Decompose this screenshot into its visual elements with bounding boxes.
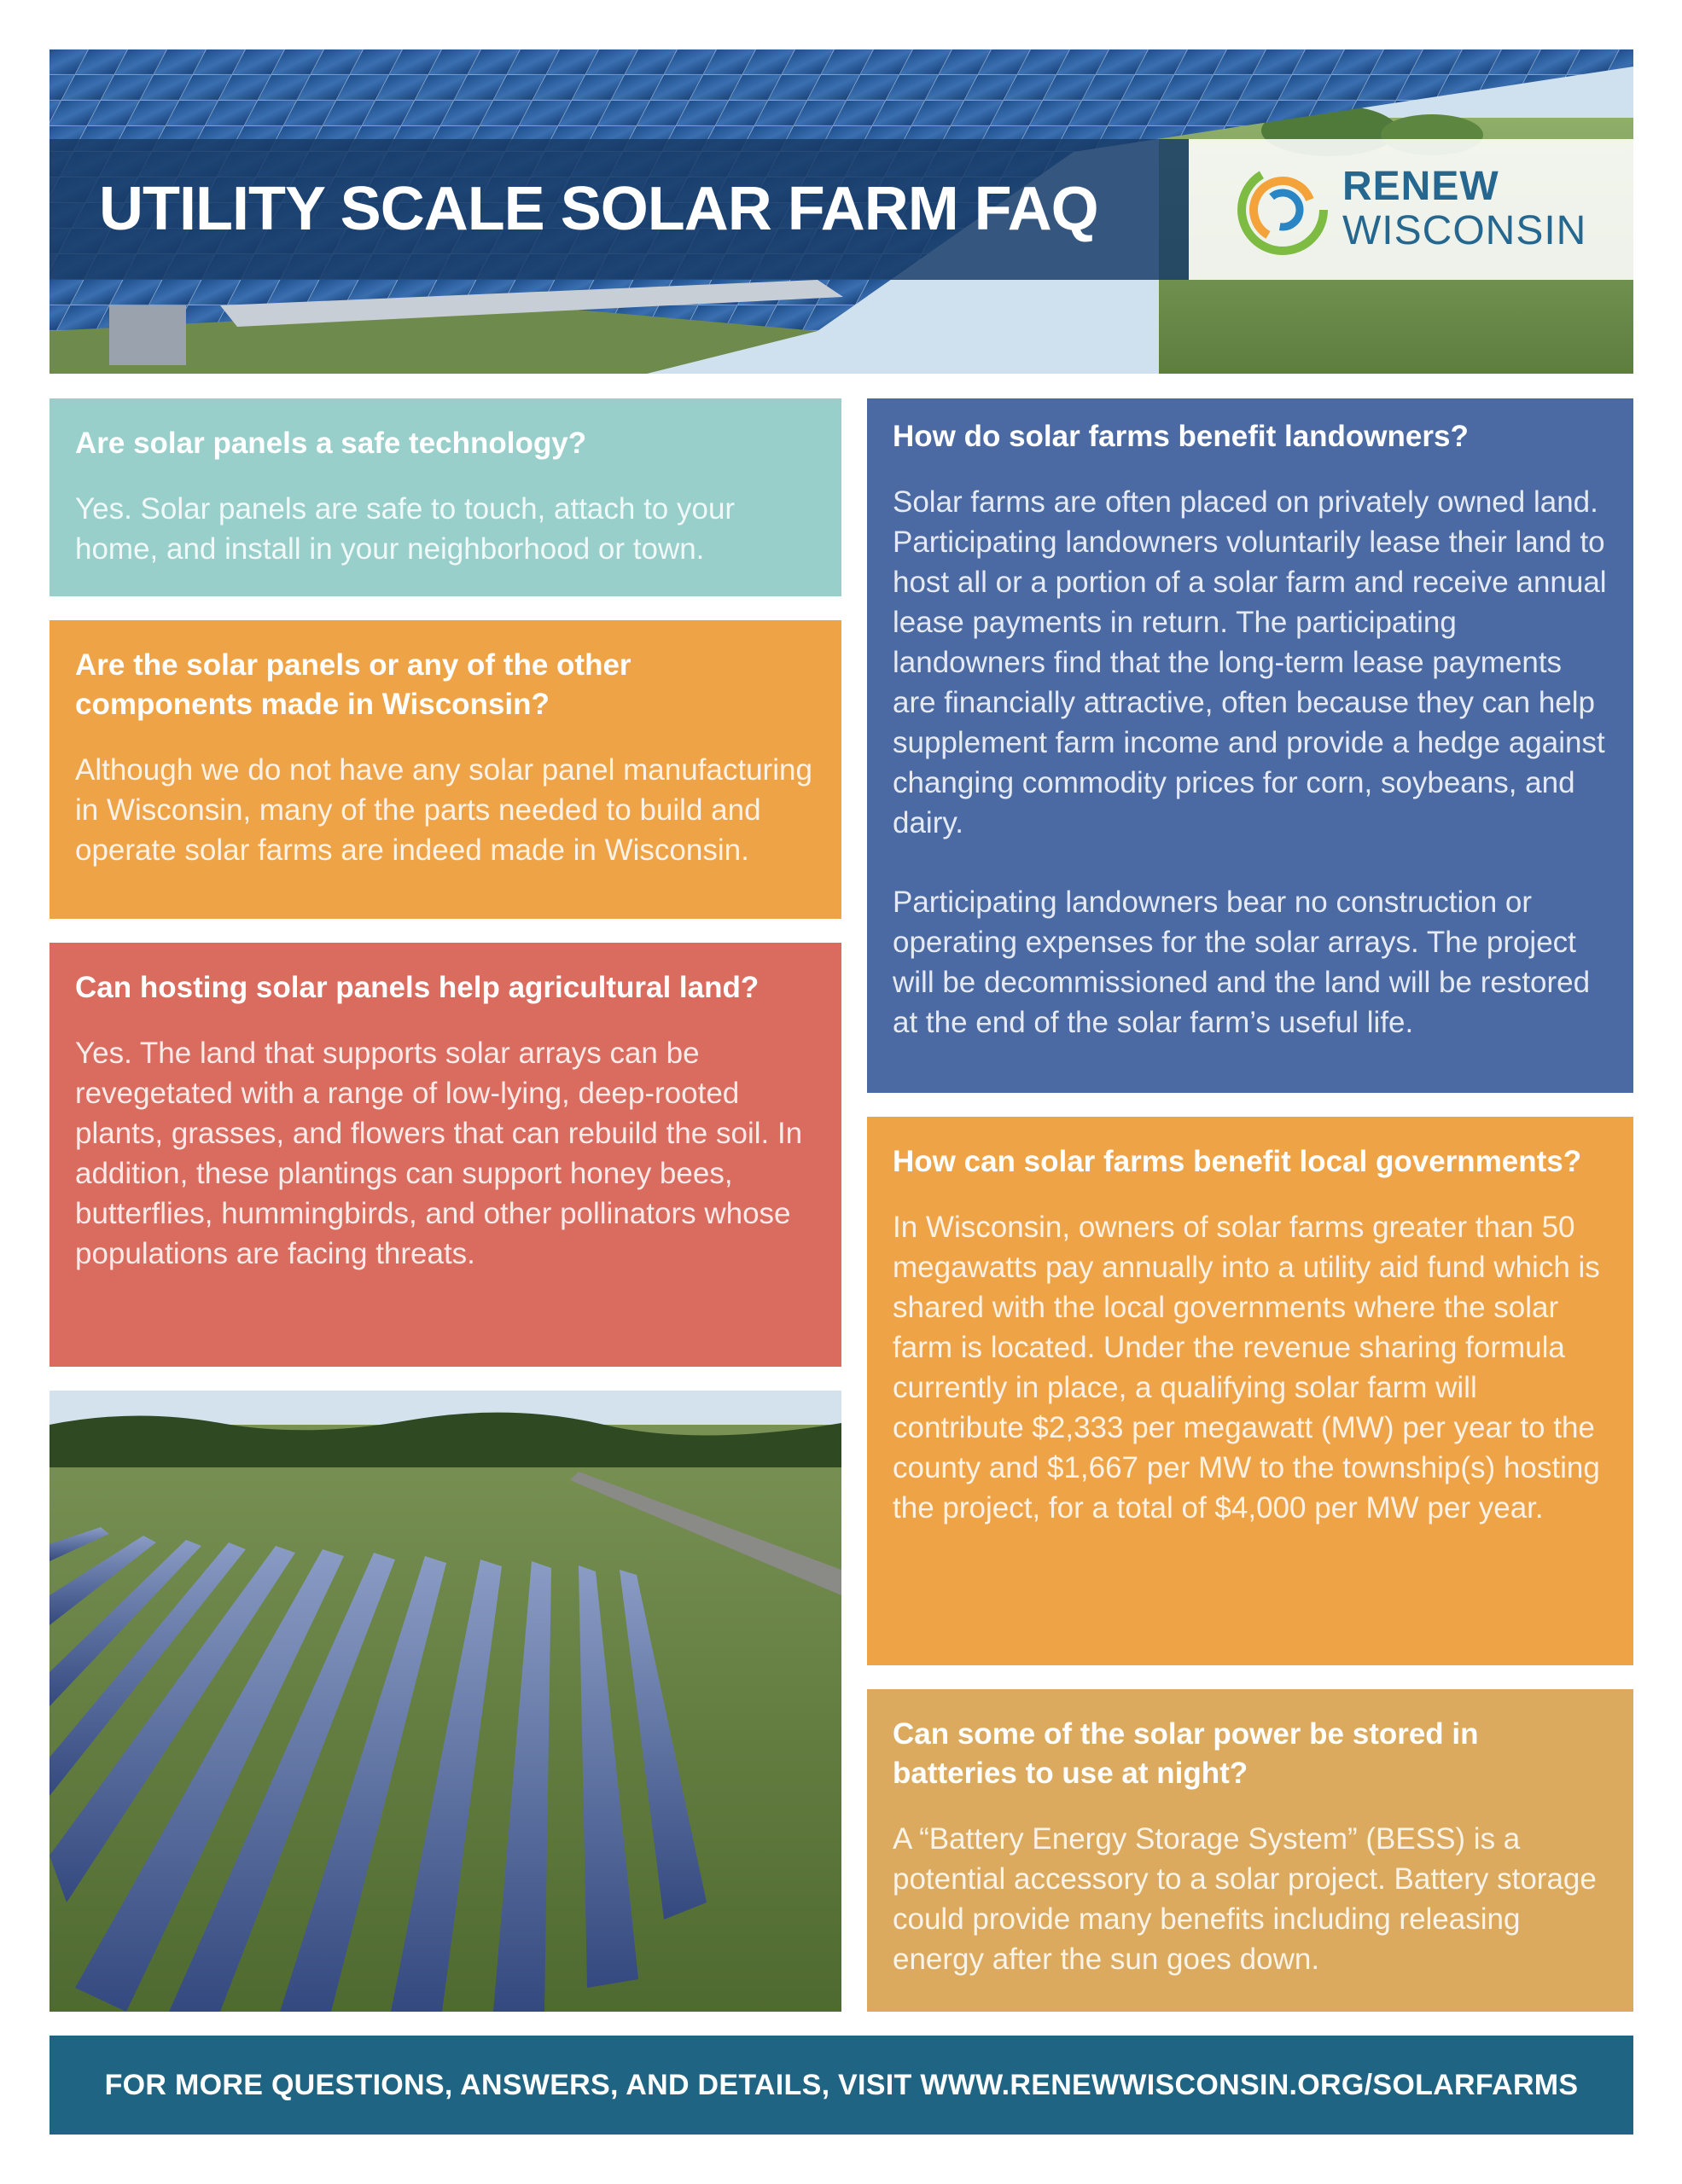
faq-card-safe-technology [49, 398, 841, 596]
solar-farm-aerial-photo [49, 1391, 841, 2012]
faq-question: Are the solar panels or any of the other components made in Wisconsin? [75, 648, 631, 721]
faq-card-local-governments [867, 1117, 1633, 1665]
faq-answer: Yes. The land that supports solar arrays can be revegetated with a range of low-lying, deep-rooted plants, grasses, and flowers that can rebuild the soil. In addition, these plantings can support honey bees, butterflies, hummingbirds, and other pollinators whose populations are facing threats. [75, 1037, 803, 1270]
faq-card-landowners [867, 398, 1633, 1093]
faq-answer: Although we do not have any solar panel manufacturing in Wisconsin, many of the parts needed to build and operate solar farms are indeed made in Wisconsin. [75, 753, 812, 867]
faq-answer: Solar farms are often placed on privately owned land. Participating landowners voluntarily lease their land to host all or a portion of a solar farm and receive annual lease payments in return. The participating landowners find that the long-term lease payments are financially attractive, often because they can help supplement farm income and provide a hedge against changing commodity prices for corn, soybeans, and dairy. [893, 485, 1607, 839]
faq-card-agricultural-land [49, 943, 841, 1367]
faq-answer: In Wisconsin, owners of solar farms greater than 50 megawatts pay annually into a utility aid fund which is shared with the local governments where the solar farm is located. Under the revenue sharing formula currently in place, a qualifying solar farm will contribute $2,333 per megawatt (MW) per year to the county and $1,667 per MW to the township(s) hosting the project, for a total of $4,000 per MW per year. [893, 1211, 1600, 1525]
faq-question: Are solar panels a safe technology? [75, 427, 587, 460]
faq-answer-continued: Participating landowners bear no construction or operating expenses for the solar arrays. The project will be decommissioned and the land will be restored at the end of the solar farm’s useful life. [893, 886, 1591, 1039]
footer-banner: FOR MORE QUESTIONS, ANSWERS, AND DETAILS, VISIT WWW.RENEWWISCONSIN.ORG/SOLARFARMS [49, 2036, 1633, 2135]
logo-wordmark [1342, 165, 1633, 258]
faq-question: Can some of the solar power be stored in batteries to use at night? [893, 1717, 1479, 1790]
faq-question: How do solar farms benefit landowners? [893, 420, 1469, 453]
renew-wisconsin-swirl-icon [1236, 163, 1330, 257]
faq-card-battery-storage [867, 1689, 1633, 2012]
page-title: UTILITY SCALE SOLAR FARM FAQ [99, 175, 1098, 243]
faq-question: Can hosting solar panels help agricultural land? [75, 971, 760, 1004]
faq-answer: A “Battery Energy Storage System” (BESS) is a potential accessory to a solar project. Battery storage could provide many benefits including releasing energy after the sun goes down. [893, 1822, 1597, 1976]
faq-card-made-in-wisconsin [49, 620, 841, 919]
logo-line-renew: RENEW [1342, 164, 1499, 209]
logo-line-wisconsin: WISCONSIN [1342, 208, 1587, 253]
faq-answer: Yes. Solar panels are safe to touch, attach to your home, and install in your neighborhood or town. [75, 492, 736, 566]
faq-question: How can solar farms benefit local governments? [893, 1145, 1582, 1178]
